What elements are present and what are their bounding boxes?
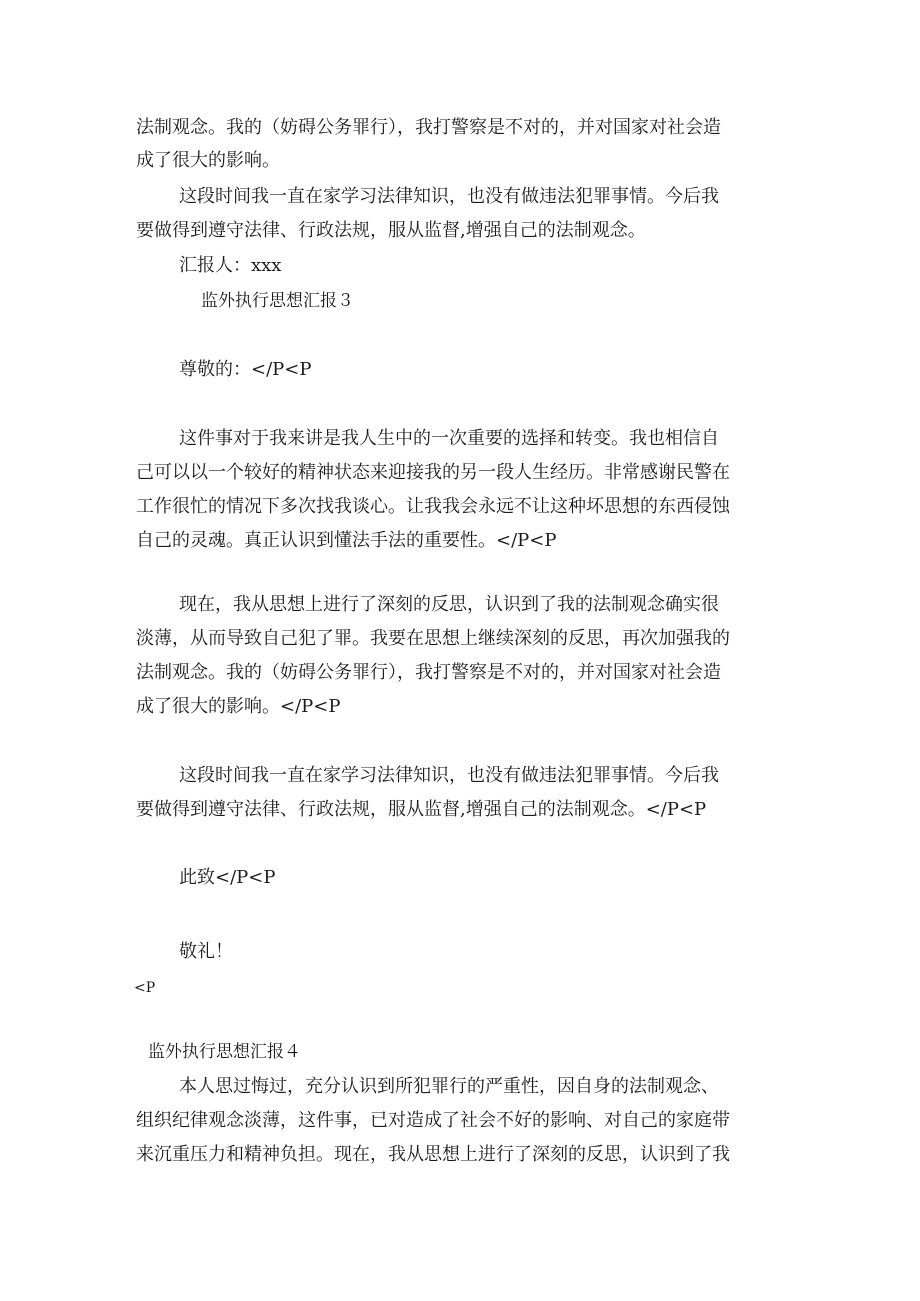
closing-line: 此致</P<P bbox=[179, 867, 276, 888]
text-line: 来沉重压力和精神负担。现在，我从思想上进行了深刻的反思，认识到了我 bbox=[136, 1144, 730, 1165]
text-line: 成了很大的影响。</P<P bbox=[136, 696, 341, 717]
text-line: 要做得到遵守法律、行政法规，服从监督,增强自己的法制观念。 bbox=[136, 220, 646, 241]
salutation: 尊敬的：</P<P bbox=[179, 359, 312, 380]
closing-salute: 敬礼！ bbox=[179, 941, 233, 962]
text-line: 工作很忙的情况下多次找我谈心。让我我会永远不让这种坏思想的东西侵蚀 bbox=[136, 496, 730, 517]
section-heading: 监外执行思想汇报３ bbox=[201, 291, 354, 311]
text-line: 自己的灵魂。真正认识到懂法手法的重要性。</P<P bbox=[136, 530, 557, 551]
text-line: 淡薄，从而导致自己犯了罪。我要在思想上继续深刻的反思，再次加强我的 bbox=[136, 628, 730, 649]
text-line: 法制观念。我的（妨碍公务罪行），我打警察是不对的，并对国家对社会造 bbox=[136, 662, 721, 683]
text-line: 这段时间我一直在家学习法律知识，也没有做违法犯罪事情。今后我 bbox=[179, 765, 719, 786]
text-line: 这段时间我一直在家学习法律知识，也没有做违法犯罪事情。今后我 bbox=[179, 186, 719, 207]
text-line: 这件事对于我来讲是我人生中的一次重要的选择和转变。我也相信自 bbox=[179, 428, 719, 449]
text-line: 要做得到遵守法律、行政法规，服从监督,增强自己的法制观念。</P<P bbox=[136, 799, 707, 820]
reporter-line: 汇报人：xxx bbox=[179, 255, 282, 276]
text-line: 本人思过悔过，充分认识到所犯罪行的严重性，因自身的法制观念、 bbox=[179, 1076, 719, 1097]
text-line: 法制观念。我的（妨碍公务罪行），我打警察是不对的，并对国家对社会造 bbox=[136, 117, 721, 138]
section-heading: 监外执行思想汇报４ bbox=[148, 1042, 301, 1062]
text-line: 现在，我从思想上进行了深刻的反思，认识到了我的法制观念确实很 bbox=[179, 594, 719, 615]
stray-markup: <P bbox=[134, 980, 156, 996]
text-line: 组织纪律观念淡薄，这件事，已对造成了社会不好的影响、对自己的家庭带 bbox=[136, 1110, 730, 1131]
text-line: 成了很大的影响。 bbox=[136, 150, 280, 171]
text-line: 己可以以一个较好的精神状态来迎接我的另一段人生经历。非常感谢民警在 bbox=[136, 462, 730, 483]
